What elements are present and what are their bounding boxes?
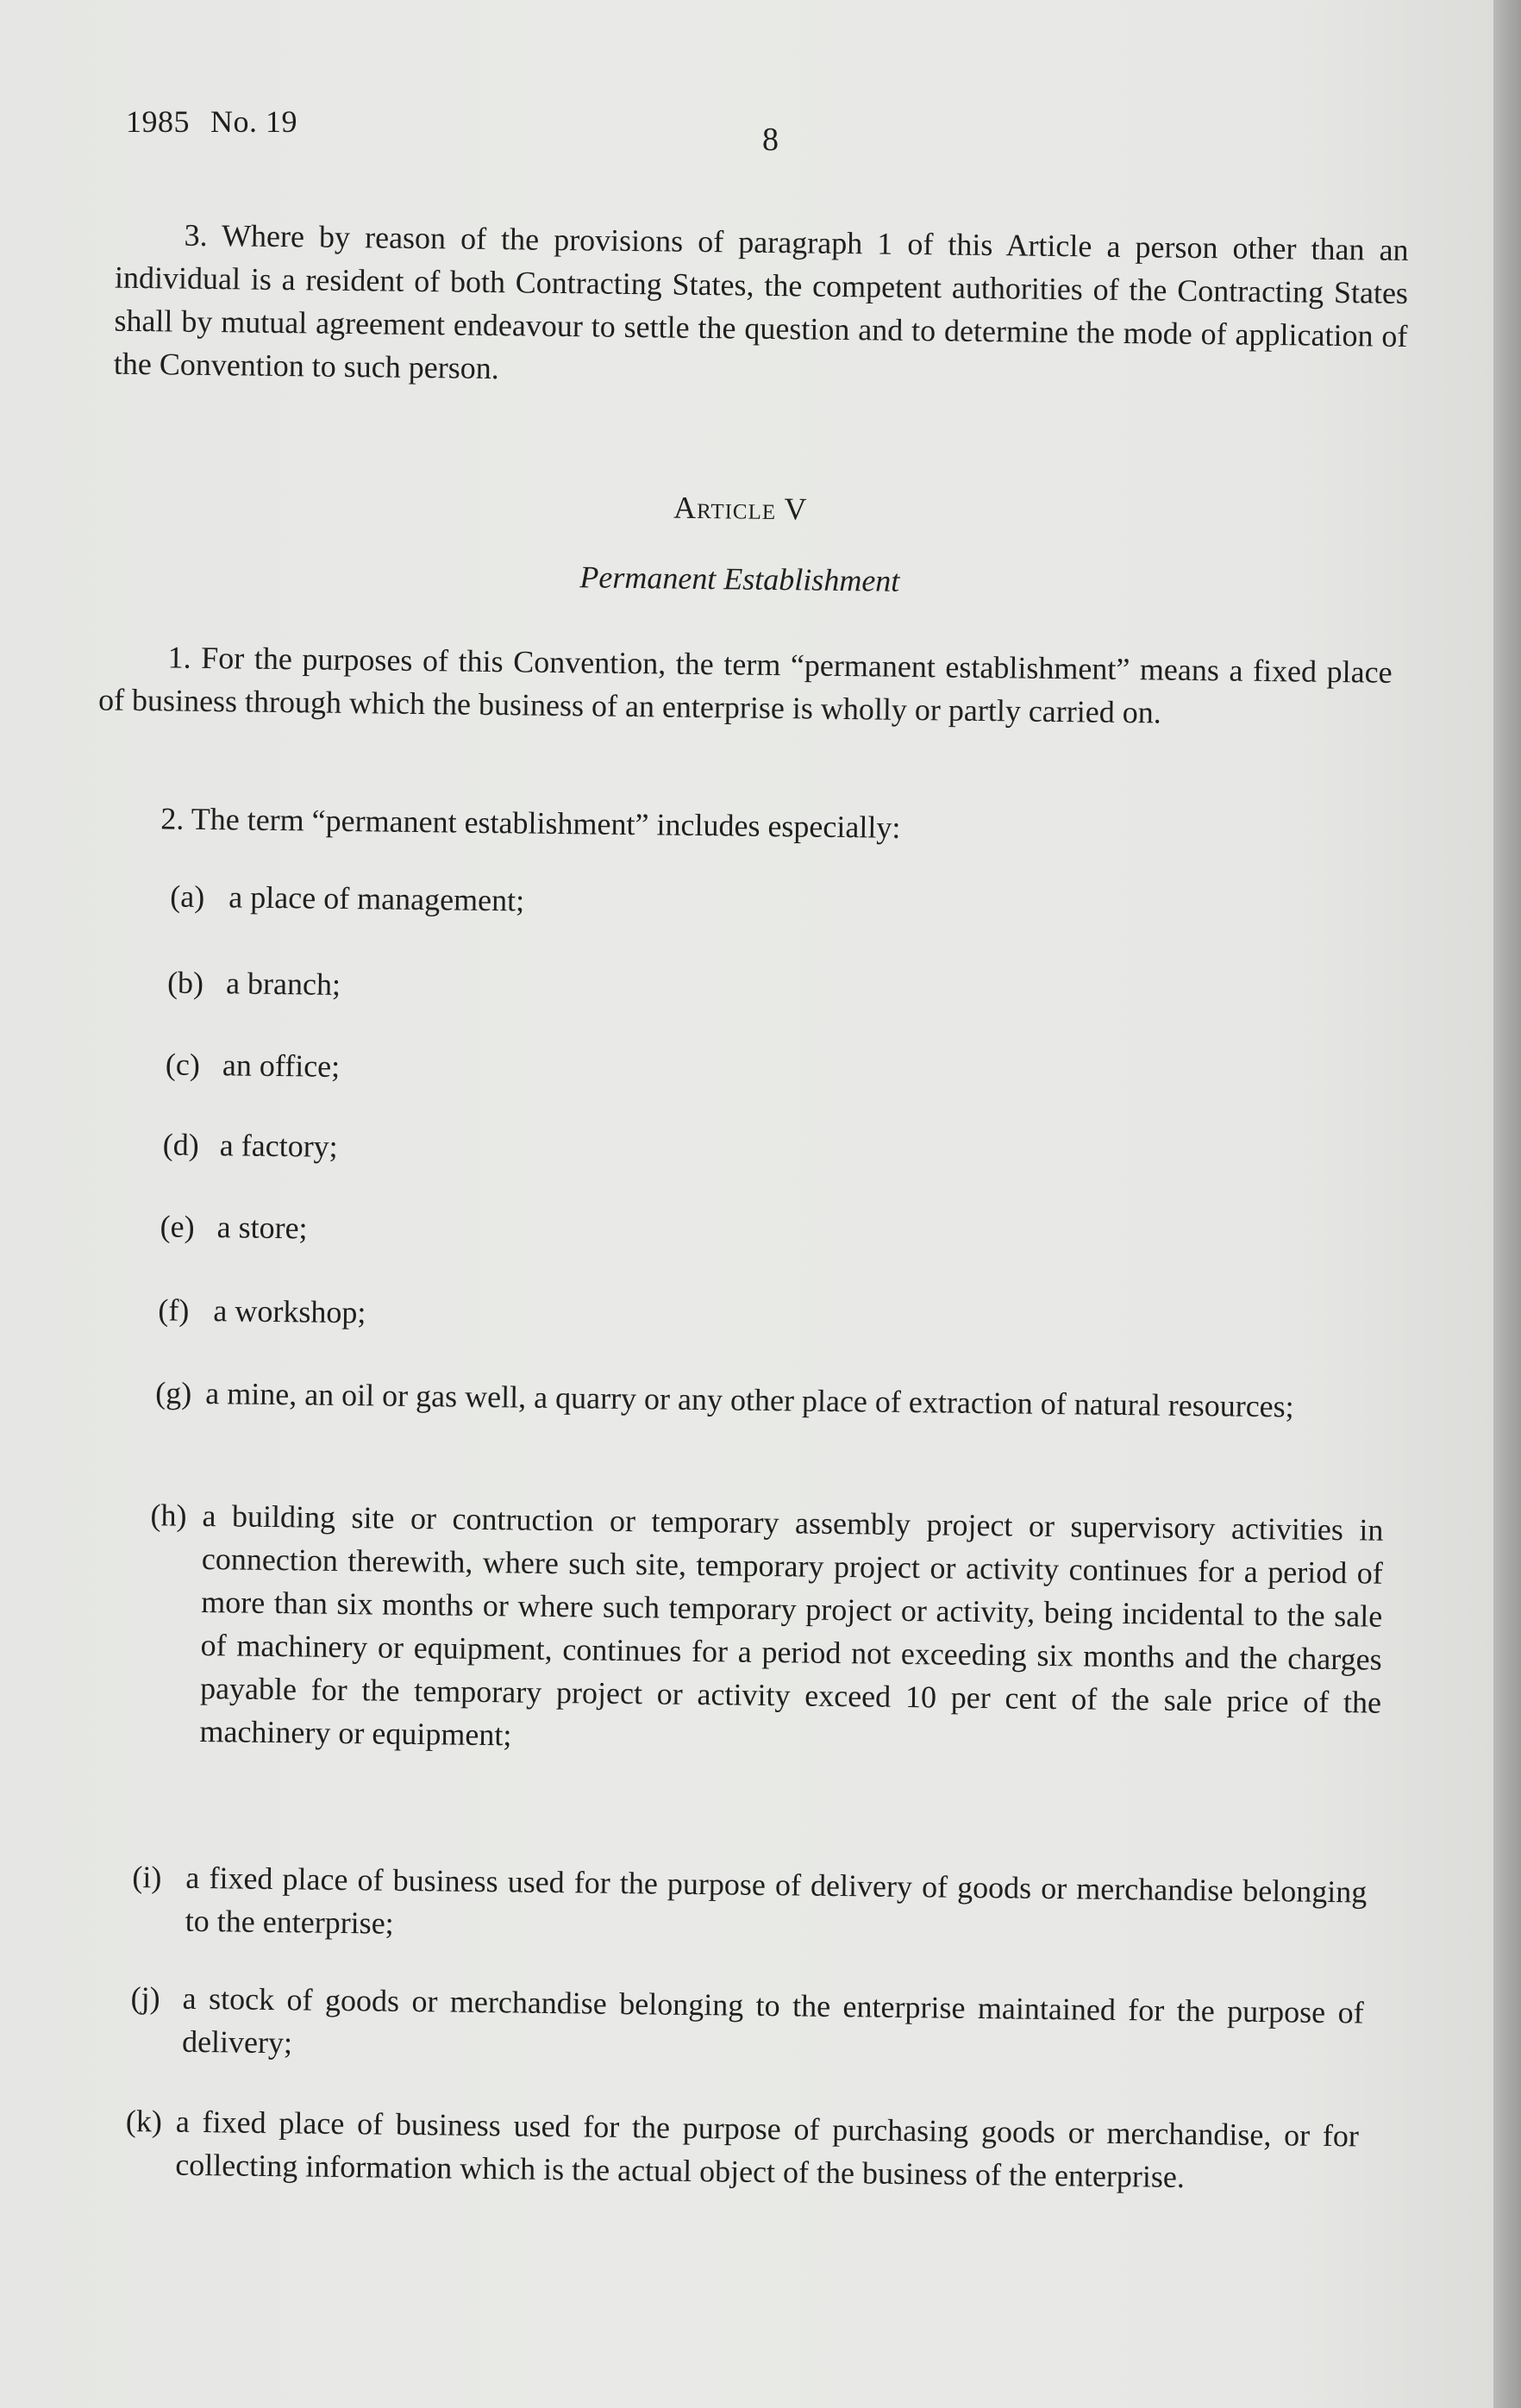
list-item-label: (c) xyxy=(165,1047,201,1082)
page-edge-shadow xyxy=(1493,0,1521,2408)
article-paragraph-1: 1. For the purposes of this Convention, the term “permanent establishment” means a fixed place of business through which the business of an enterprise is wholly or partly carried on. xyxy=(97,640,1393,730)
list-item-label: (g) xyxy=(155,1375,192,1410)
list-item-g xyxy=(154,1371,1388,1472)
article-subtitle: Permanent Establishment xyxy=(579,560,900,598)
list-item-label: (d) xyxy=(162,1127,200,1162)
running-header xyxy=(126,103,318,140)
page-number: 8 xyxy=(762,122,779,158)
list-item-label: (e) xyxy=(160,1209,195,1244)
list-item-text: a building site or contruction or temporary assembly project or supervisory activities in connection therewith, where such site, temporary project or activity continues for a period of more than six months or where such temporary project or activity, being incidental to the sale of machinery or equipment, continues for a period not exceeding six months and the charges payable for the temporary project or activity exceed 10 per cent of the sale price of the machinery or equipment; xyxy=(199,1498,1384,1753)
list-item-j xyxy=(130,1976,1364,2077)
list-item-text: a mine, an oil or gas well, a quarry or any other place of extraction of natural resources; xyxy=(205,1376,1294,1424)
list-item-label: (h) xyxy=(150,1498,187,1533)
list-item-text: a fixed place of business used for the purpose of purchasing goods or merchandise, or for collecting information which is the actual object of the business of the enterprise. xyxy=(175,2104,1360,2194)
list-item-label: (f) xyxy=(158,1292,190,1328)
list-item-text: a store; xyxy=(216,1210,308,1246)
header-number: No. 19 xyxy=(210,104,297,139)
article-paragraph-2: 2. The term “permanent establishment” includes especially: xyxy=(160,801,901,845)
header-year: 1985 xyxy=(126,104,190,139)
list-item-label: (b) xyxy=(166,965,204,1000)
list-item-k xyxy=(124,2099,1359,2243)
list-item-i xyxy=(131,1855,1368,1956)
list-item-text: a stock of goods or merchandise belonging to the enterprise maintained for the purpose of delivery; xyxy=(181,1980,1364,2061)
list-item-label: (a) xyxy=(170,879,205,914)
list-item-text: a place of management; xyxy=(228,879,525,918)
list-item-text: a factory; xyxy=(219,1128,338,1164)
paragraph-3: 3. Where by reason of the provisions of paragraph 1 of this Article a person other than an individual is a resident of both Contracting States, the competent authorities of the Contracting States shall by mutual agreement endeavour to settle the question and to determine the mode of application of the Convention to such person. xyxy=(113,217,1409,386)
list-item-text: a branch; xyxy=(225,966,341,1002)
list-item-label: (i) xyxy=(132,1860,162,1895)
list-item-text: a workshop; xyxy=(213,1293,366,1330)
list-item-text: a fixed place of business used for the purpose of delivery of goods or merchandise belonging to the enterprise; xyxy=(185,1860,1368,1941)
list-item-label: (j) xyxy=(130,1980,160,2016)
list-item-text: an office; xyxy=(222,1048,341,1084)
list-item-h xyxy=(147,1493,1384,1853)
list-item-label: (k) xyxy=(125,2103,163,2139)
article-title: Article V xyxy=(673,490,808,527)
